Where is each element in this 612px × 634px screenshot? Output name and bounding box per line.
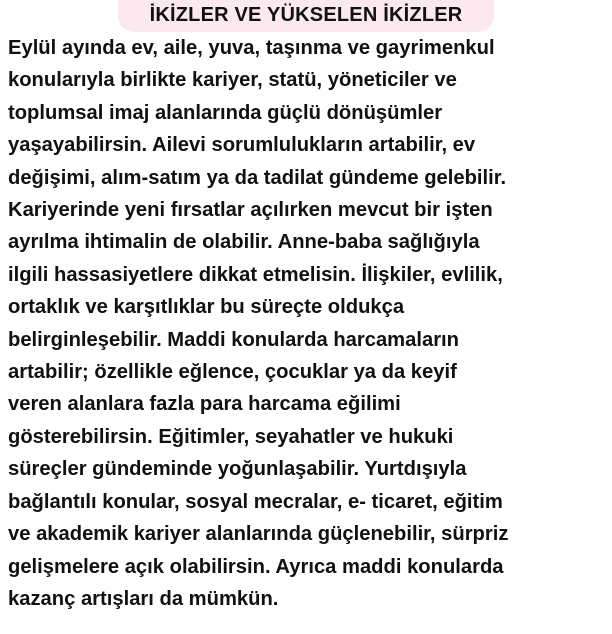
text-line: Kariyerinde yeni fırsatlar açılırken mevcut bir işten [8, 199, 493, 222]
text-line: konularıyla birlikte kariyer, statü, yöneticiler ve [8, 69, 457, 92]
page-title: İKİZLER VE YÜKSELEN İKİZLER [149, 3, 463, 26]
text-line: gelişmelere açık olabilirsin. Ayrıca maddi konularda [8, 555, 504, 578]
horoscope-text [8, 32, 608, 615]
text-line: toplumsal imaj alanlarında güçlü dönüşümler [8, 101, 443, 124]
text-line: gösterebilirsin. Eğitimler, seyahatler ve hukuki [8, 425, 454, 448]
text-line: Eylül ayında ev, aile, yuva, taşınma ve gayrimenkul [8, 37, 495, 59]
text-line: değişimi, alım-satım ya da tadilat gündeme gelebilir. [8, 166, 507, 189]
text-line: bağlantılı konular, sosyal mecralar, e- ticaret, eğitim [8, 490, 503, 513]
title-highlight [118, 0, 495, 32]
text-line: ayrılma ihtimalin de olabilir. Anne-baba sağlığıyla [8, 231, 480, 254]
text-line: kazanç artışları da mümkün. [8, 587, 279, 610]
text-line: ilgili hassasiyetlere dikkat etmelisin. İlişkiler, evlilik, [8, 263, 503, 286]
text-line: süreçler gündeminde yoğunlaşabilir. Yurtdışıyla [8, 458, 467, 481]
text-line: ve akademik kariyer alanlarında güçlenebilir, sürpriz [8, 523, 509, 546]
text-line: ortaklık ve karşıtlıklar bu süreçte oldukça [8, 296, 405, 319]
text-line: yaşayabilirsin. Ailevi sorumlulukların artabilir, ev [8, 134, 476, 157]
title-banner [0, 0, 612, 32]
text-line: belirginleşebilir. Maddi konularda harcamaların [8, 328, 459, 351]
text-line: artabilir; özellikle eğlence, çocuklar ya da keyif [8, 361, 457, 384]
text-line: veren alanlara fazla para harcama eğilimi [8, 393, 401, 416]
